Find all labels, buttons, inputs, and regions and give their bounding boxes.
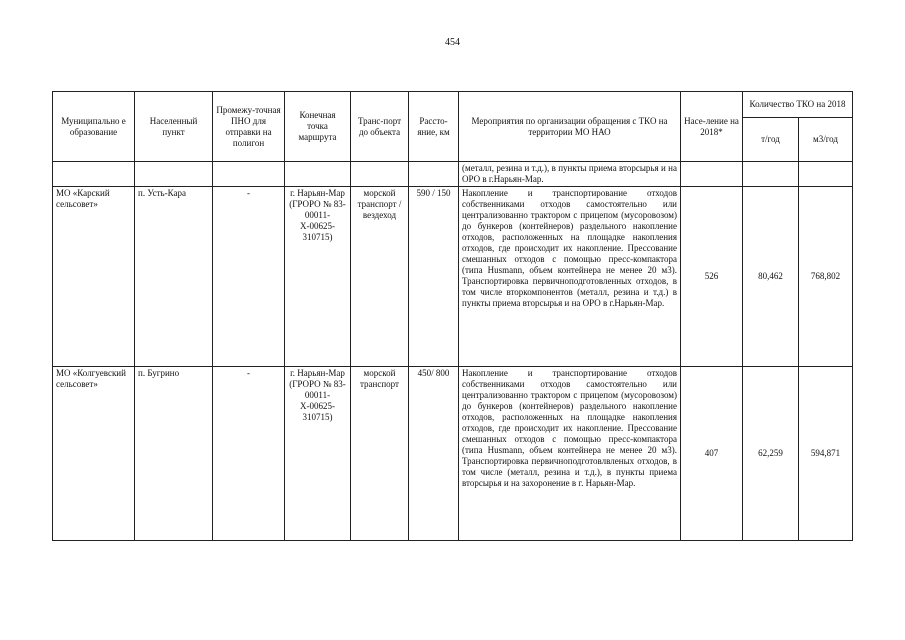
cell-tko-m3: 768,802 bbox=[799, 187, 853, 367]
header-tko-quantity: Количество ТКО на 2018 bbox=[743, 92, 853, 118]
cell-municipality: МО «Карский сельсовет» bbox=[53, 187, 135, 367]
cell-distance: 590 / 150 bbox=[409, 187, 459, 367]
cell-tko-m3: 594,871 bbox=[799, 367, 853, 541]
cell-transport: морской транспорт bbox=[351, 367, 409, 541]
table-row bbox=[53, 187, 853, 367]
page-number: 454 bbox=[445, 37, 460, 48]
table-row bbox=[53, 367, 853, 541]
cell-measures: Накопление и транспортирование отходов собственниками отходов самостоятельно или централизованно трактором с прицепом (мусоровозом) до бункеров (контейнеров) раздельного накопление отходов, расположенных на площадке накопления отходов, где происходит их накопление. Прессование смешанных отходов с помощью пресс-компактора (типа Husmann, объем контейнера не менее 20 м3). Транспортировка первичноподготовлвленых отходов, в том числе (металл, резина и т.д.), в пункты приема вторсырья и на захоронение в г. Нарьян-Мар. bbox=[459, 367, 681, 541]
header-transport: Транс-порт до объекта bbox=[351, 92, 409, 162]
cell-intermediate-point: - bbox=[213, 187, 285, 367]
header-municipality: Муниципально е образование bbox=[53, 92, 135, 162]
header-tko-t: т/год bbox=[743, 118, 799, 162]
cell-intermediate-point: - bbox=[213, 367, 285, 541]
cell-settlement: п. Усть-Кара bbox=[135, 187, 213, 367]
tko-routes-table bbox=[52, 91, 853, 541]
header-distance: Рассто-яние, км bbox=[409, 92, 459, 162]
cell-tko-t: 62,259 bbox=[743, 367, 799, 541]
table-row-continuation bbox=[53, 162, 853, 187]
cell-final-point: г. Нарьян-Мар (ГРОРО № 83-00011-Х-00625-310715) bbox=[285, 187, 351, 367]
cell-transport: морской транспорт / вездеход bbox=[351, 187, 409, 367]
header-intermediate-point: Промежу-точная ПНО для отправки на полигон bbox=[213, 92, 285, 162]
cell-settlement: п. Бугрино bbox=[135, 367, 213, 541]
cell-municipality: МО «Колгуевский сельсовет» bbox=[53, 367, 135, 541]
cell-population: 407 bbox=[681, 367, 743, 541]
cell-measures: Накопление и транспортирование отходов собственниками отходов самостоятельно или централизованно трактором с прицепом (мусоровозом) до бункеров (контейнеров) раздельного накопление отходов, расположенных на площадке накопления отходов, где происходит их накопление. Прессование смешанных отходов с помощью пресс-компактора (типа Husmann, объем контейнера не менее 20 м3). Транспортировка первичноподготовленных отходов, в том числе вторкомпонентов (металл, резина и т.д.) в пункты приема вторсырья и на ОРО в г.Нарьян-Мар. bbox=[459, 187, 681, 367]
cell-tko-t: 80,462 bbox=[743, 187, 799, 367]
header-tko-m3: м3/год bbox=[799, 118, 853, 162]
header-final-point: Конечная точка маршрута bbox=[285, 92, 351, 162]
cell-final-point: г. Нарьян-Мар (ГРОРО № 83-00011-Х-00625-310715) bbox=[285, 367, 351, 541]
header-population: Насе-ление на 2018* bbox=[681, 92, 743, 162]
cell-distance: 450/ 800 bbox=[409, 367, 459, 541]
header-measures: Мероприятия по организации обращения с ТКО на территории МО НАО bbox=[459, 92, 681, 162]
cell-population: 526 bbox=[681, 187, 743, 367]
continuation-measures: (металл, резина и т.д.), в пункты приема вторсырья и на ОРО в г.Нарьян-Мар. bbox=[459, 162, 681, 187]
header-settlement: Населенный пункт bbox=[135, 92, 213, 162]
